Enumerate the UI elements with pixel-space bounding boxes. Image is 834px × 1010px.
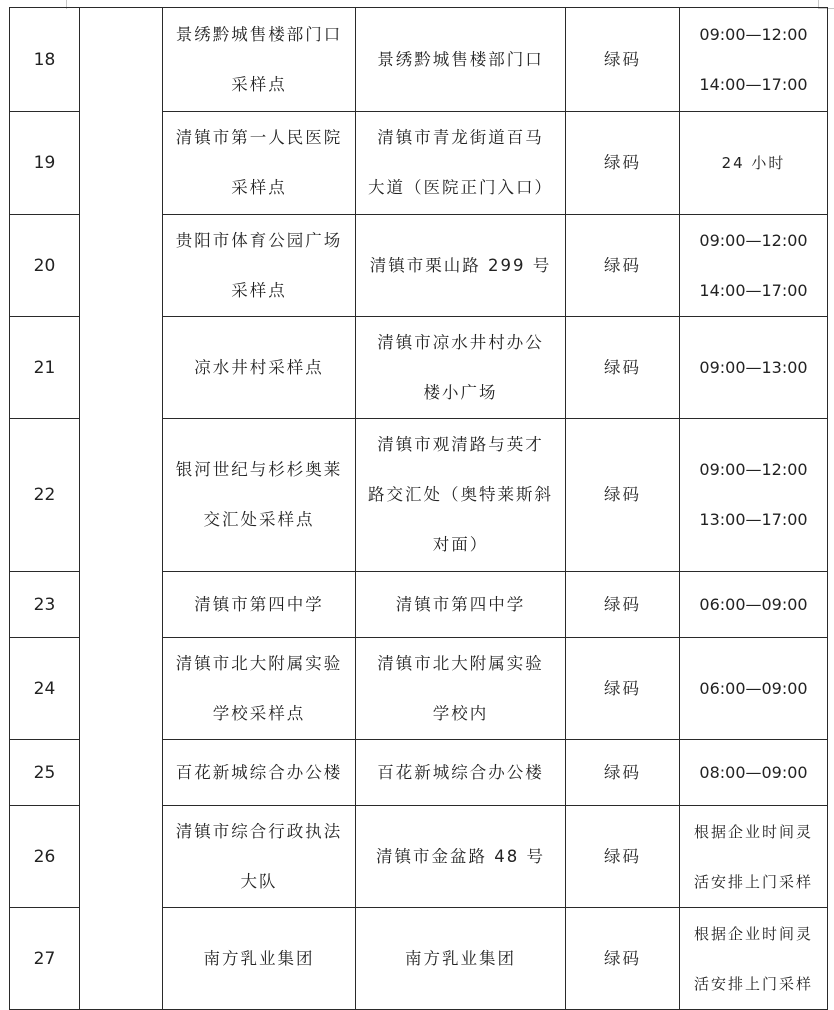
- service-hours-line: 13:00—17:00: [699, 510, 808, 529]
- service-hours-line: 06:00—09:00: [699, 678, 808, 698]
- table-row: [10, 8, 828, 112]
- site-address: [356, 638, 566, 740]
- site-address-line: 南方乳业集团: [405, 948, 516, 968]
- row-number: 22: [10, 419, 80, 572]
- site-address-line: 清镇市观清路与英才: [377, 435, 544, 454]
- sampling-sites-table: [9, 7, 828, 1010]
- site-address-line: 百花新城综合办公楼: [377, 762, 544, 782]
- site-name-line: 学校采样点: [212, 703, 306, 723]
- service-hours: [680, 317, 828, 419]
- service-hours-line: 根据企业时间灵: [693, 822, 813, 841]
- site-name: [163, 8, 356, 112]
- site-name-line: 贵阳市体育公园广场: [175, 230, 343, 250]
- service-hours-line: 09:00—12:00: [699, 460, 808, 479]
- site-address: [356, 740, 566, 806]
- site-address-line: 景绣黔城售楼部门口: [377, 49, 544, 69]
- district-cell: [80, 8, 163, 1010]
- site-address: [356, 806, 566, 908]
- service-hours: [680, 112, 828, 215]
- site-address-line: 清镇市青龙街道百马: [377, 128, 544, 147]
- sampling-sites-table-body: [10, 8, 828, 1010]
- site-name: [163, 317, 356, 419]
- site-address: [356, 215, 566, 317]
- site-name-line: 凉水井村采样点: [194, 357, 324, 377]
- site-name: [163, 908, 356, 1010]
- health-code-requirement: 绿码: [566, 215, 680, 317]
- site-name-line: 大队: [240, 871, 278, 891]
- site-name-line: 清镇市第一人民医院: [175, 128, 343, 147]
- row-number: 20: [10, 215, 80, 317]
- site-address-line: 清镇市金盆路 48 号: [376, 846, 545, 866]
- service-hours: [680, 572, 828, 638]
- health-code-requirement: 绿码: [566, 112, 680, 215]
- service-hours-line: 根据企业时间灵: [693, 924, 813, 943]
- service-hours-line: 09:00—12:00: [699, 230, 808, 250]
- service-hours-line: 24 小时: [721, 154, 786, 172]
- site-address: [356, 908, 566, 1010]
- health-code-requirement: 绿码: [566, 317, 680, 419]
- row-number: 26: [10, 806, 80, 908]
- site-name-line: 南方乳业集团: [203, 948, 315, 968]
- site-name-line: 采样点: [231, 178, 287, 197]
- site-address: [356, 317, 566, 419]
- row-number: 23: [10, 572, 80, 638]
- site-name: [163, 112, 356, 215]
- site-address-line: 楼小广场: [423, 382, 498, 402]
- site-address-line: 清镇市第四中学: [395, 594, 526, 614]
- service-hours: [680, 908, 828, 1010]
- service-hours-line: 14:00—17:00: [699, 280, 808, 300]
- health-code-requirement: 绿码: [566, 740, 680, 806]
- site-name: [163, 215, 356, 317]
- site-address-line: 学校内: [432, 703, 489, 723]
- service-hours-line: 活安排上门采样: [693, 974, 813, 993]
- row-number: 24: [10, 638, 80, 740]
- site-name: [163, 572, 356, 638]
- service-hours-line: 09:00—13:00: [699, 357, 808, 377]
- health-code-requirement: 绿码: [566, 908, 680, 1010]
- site-name-line: 清镇市北大附属实验: [175, 653, 343, 673]
- service-hours-line: 06:00—09:00: [699, 594, 808, 614]
- row-number: 21: [10, 317, 80, 419]
- site-address: [356, 112, 566, 215]
- service-hours: [680, 638, 828, 740]
- service-hours: [680, 806, 828, 908]
- site-address-line: 对面）: [432, 535, 489, 554]
- row-number: 19: [10, 112, 80, 215]
- site-name-line: 景绣黔城售楼部门口: [175, 24, 343, 44]
- site-name: [163, 419, 356, 572]
- service-hours-line: 08:00—09:00: [699, 762, 808, 782]
- service-hours-line: 14:00—17:00: [699, 74, 808, 94]
- site-address-line: 清镇市凉水井村办公: [377, 332, 544, 352]
- service-hours: [680, 740, 828, 806]
- site-address: [356, 572, 566, 638]
- row-number: 27: [10, 908, 80, 1010]
- site-name: [163, 806, 356, 908]
- site-address-line: 清镇市北大附属实验: [377, 653, 544, 673]
- row-number: 18: [10, 8, 80, 112]
- row-number: 25: [10, 740, 80, 806]
- site-name: [163, 740, 356, 806]
- service-hours: [680, 215, 828, 317]
- site-name-line: 交汇处采样点: [203, 510, 315, 529]
- site-name-line: 采样点: [231, 74, 287, 94]
- health-code-requirement: 绿码: [566, 8, 680, 112]
- site-name: [163, 638, 356, 740]
- service-hours: [680, 419, 828, 572]
- site-name-line: 采样点: [231, 280, 287, 300]
- site-address-line: 路交汇处（奥特莱斯斜: [368, 485, 553, 504]
- health-code-requirement: 绿码: [566, 638, 680, 740]
- service-hours-line: 活安排上门采样: [693, 872, 813, 891]
- site-address: [356, 419, 566, 572]
- health-code-requirement: 绿码: [566, 572, 680, 638]
- service-hours-line: 09:00—12:00: [699, 24, 808, 44]
- site-address: [356, 8, 566, 112]
- site-name-line: 清镇市综合行政执法: [175, 821, 343, 841]
- health-code-requirement: 绿码: [566, 806, 680, 908]
- site-address-line: 清镇市栗山路 299 号: [369, 255, 552, 275]
- health-code-requirement: 绿码: [566, 419, 680, 572]
- site-address-line: 大道（医院正门入口）: [368, 178, 553, 197]
- site-name-line: 清镇市第四中学: [194, 594, 324, 614]
- site-name-line: 银河世纪与杉杉奥莱: [175, 460, 343, 479]
- site-name-line: 百花新城综合办公楼: [175, 762, 343, 782]
- service-hours: [680, 8, 828, 112]
